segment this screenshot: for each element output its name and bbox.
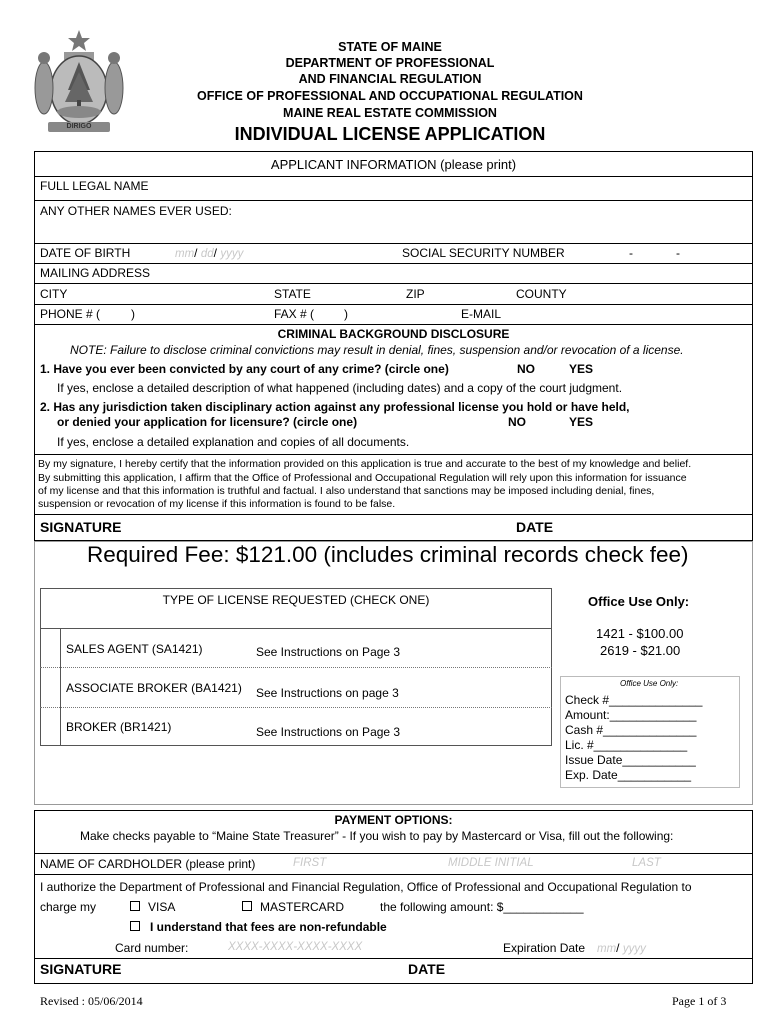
- payment-signature-field[interactable]: [140, 960, 400, 982]
- date-label: DATE: [516, 519, 554, 535]
- question-2-no[interactable]: NO: [508, 415, 526, 429]
- visa-label: VISA: [148, 900, 176, 914]
- required-fee: Required Fee: $121.00 (includes criminal records check fee): [87, 542, 689, 567]
- phone-label: PHONE # (: [40, 307, 101, 321]
- license-checkbox-sales-agent[interactable]: [41, 629, 60, 667]
- office-amount: Amount:_____________: [565, 708, 697, 722]
- office-fee-2619: 2619 - $21.00: [600, 643, 681, 658]
- header-department-2: AND FINANCIAL REGULATION: [298, 72, 482, 86]
- signature-field[interactable]: [140, 516, 500, 538]
- expiration-label: Expiration Date: [503, 941, 586, 955]
- header-department: DEPARTMENT OF PROFESSIONAL: [285, 56, 495, 70]
- license-associate-broker: ASSOCIATE BROKER (BA1421): [66, 681, 242, 695]
- question-2-line-2: or denied your application for licensure? (circle one): [57, 415, 358, 429]
- nonrefundable-checkbox[interactable]: [130, 921, 140, 931]
- dob-separator-2: /: [213, 246, 217, 260]
- exp-separator: /: [616, 941, 620, 955]
- page-title: INDIVIDUAL LICENSE APPLICATION: [234, 124, 546, 144]
- office-lic: Lic. #______________: [565, 738, 688, 752]
- cardholder-middle-placeholder[interactable]: MIDDLE INITIAL: [448, 857, 534, 869]
- license-sales-agent: SALES AGENT (SA1421): [66, 642, 203, 656]
- card-number-label: Card number:: [115, 941, 189, 955]
- ssn-dash-2: -: [676, 246, 680, 260]
- question-2-yes[interactable]: YES: [569, 415, 594, 429]
- payment-signature-label: SIGNATURE: [40, 961, 122, 977]
- charge-amount[interactable]: the following amount: $____________: [380, 900, 584, 914]
- exp-year-placeholder: yyyy: [622, 943, 646, 955]
- certify-line-4: suspension or revocation of my license if this information is found to be false.: [38, 498, 396, 510]
- visa-checkbox[interactable]: [130, 901, 140, 911]
- state-seal-icon: [30, 28, 128, 136]
- dob-field[interactable]: [175, 246, 243, 260]
- license-broker: BROKER (BR1421): [66, 720, 172, 734]
- criminal-heading: CRIMINAL BACKGROUND DISCLOSURE: [277, 327, 510, 341]
- ssn-field[interactable]: [590, 244, 750, 262]
- applicant-heading: APPLICANT INFORMATION (please print): [270, 157, 517, 172]
- certify-line-3: of my license and that this information is truthful and factual. I also understand that sanctions may be imposed including denial, fines,: [38, 485, 655, 497]
- license-broker-note: See Instructions on Page 3: [256, 725, 401, 739]
- exp-month-placeholder: mm: [597, 943, 617, 955]
- state-seal: [30, 28, 128, 136]
- cardholder-last-placeholder[interactable]: LAST: [632, 857, 661, 869]
- mastercard-label: MASTERCARD: [260, 900, 345, 914]
- question-2-detail: If yes, enclose a detailed explanation and copies of all documents.: [57, 435, 410, 449]
- office-cash: Cash #______________: [565, 723, 697, 737]
- dob-separator-1: /: [194, 246, 198, 260]
- page-number: Page 1 of 3: [672, 994, 727, 1008]
- card-number-placeholder[interactable]: XXXX-XXXX-XXXX-XXXX: [228, 941, 363, 953]
- office-use-heading: Office Use Only:: [588, 594, 690, 609]
- ssn-label: SOCIAL SECURITY NUMBER: [402, 246, 565, 260]
- license-checkbox-associate-broker[interactable]: [41, 668, 60, 706]
- office-use-small-heading: Office Use Only:: [620, 679, 679, 688]
- authorize-text: I authorize the Department of Professional and Financial Regulation, Office of Professional and Occupational Regulation to: [40, 880, 692, 894]
- mailing-address-field[interactable]: [160, 264, 750, 282]
- revised-date: Revised : 05/06/2014: [40, 994, 143, 1008]
- license-checkbox-broker[interactable]: [41, 708, 60, 745]
- expiration-field[interactable]: [597, 941, 646, 955]
- county-label: COUNTY: [516, 287, 567, 301]
- phone-paren-close: ): [131, 307, 135, 321]
- mastercard-checkbox[interactable]: [242, 901, 252, 911]
- office-issue-date: Issue Date___________: [565, 753, 696, 767]
- question-1-detail: If yes, enclose a detailed description of what happened (including dates) and a copy of the court judgment.: [57, 381, 623, 395]
- state-label: STATE: [274, 287, 311, 301]
- payment-date-label: DATE: [408, 961, 446, 977]
- email-field[interactable]: [510, 305, 750, 323]
- certify-line-2: By submitting this application, I affirm that the Office of Professional and Occupational Regulation will rely upon this information for issuance: [38, 472, 687, 484]
- criminal-note: NOTE: Failure to disclose criminal convictions may result in denial, fines, suspension and/or revocation of a license.: [70, 343, 684, 357]
- question-1: 1. Have you ever been convicted by any court of any crime? (circle one): [40, 362, 449, 376]
- dob-year-placeholder: yyyy: [220, 248, 244, 260]
- cardholder-label: NAME OF CARDHOLDER (please print): [40, 857, 256, 871]
- other-names-label: ANY OTHER NAMES EVER USED:: [40, 204, 232, 218]
- nonrefundable-label: I understand that fees are non-refundable: [150, 920, 387, 934]
- payment-heading: PAYMENT OPTIONS:: [334, 813, 453, 827]
- question-2-line-1: 2. Has any jurisdiction taken disciplinary action against any professional license you hold or have held,: [40, 400, 630, 414]
- other-names-field[interactable]: [40, 220, 750, 240]
- full-name-field[interactable]: [160, 177, 750, 199]
- office-check: Check #______________: [565, 693, 703, 707]
- header-commission: MAINE REAL ESTATE COMMISSION: [283, 106, 497, 120]
- zip-label: ZIP: [406, 287, 425, 301]
- fax-label: FAX # (: [274, 307, 315, 321]
- city-field[interactable]: [75, 284, 265, 302]
- email-label: E-MAIL: [461, 307, 502, 321]
- certify-line-1: By my signature, I hereby certify that the information provided on this application is true and accurate to the best of my knowledge and belief.: [38, 458, 692, 470]
- license-sales-agent-note: See Instructions on Page 3: [256, 645, 401, 659]
- license-associate-broker-note: See Instructions on page 3: [256, 686, 399, 700]
- fax-paren-close: ): [344, 307, 348, 321]
- mailing-address-label: MAILING ADDRESS: [40, 266, 151, 280]
- payment-instructions: Make checks payable to “Maine State Treasurer” - If you wish to pay by Mastercard or Visa, fill out the following:: [80, 829, 674, 843]
- seal-ribbon-text: DIRIGO: [66, 123, 92, 130]
- question-1-no[interactable]: NO: [517, 362, 535, 376]
- signature-label: SIGNATURE: [40, 519, 122, 535]
- ssn-dash-1: -: [629, 246, 633, 260]
- cardholder-first-placeholder[interactable]: FIRST: [293, 857, 327, 869]
- license-type-heading: TYPE OF LICENSE REQUESTED (CHECK ONE): [162, 593, 430, 607]
- office-fee-1421: 1421 - $100.00: [596, 626, 684, 641]
- header-office: OFFICE OF PROFESSIONAL AND OCCUPATIONAL REGULATION: [197, 89, 583, 103]
- charge-my-label: charge my: [40, 900, 97, 914]
- city-label: CITY: [40, 287, 68, 301]
- dob-month-placeholder: mm: [175, 248, 195, 260]
- dob-day-placeholder: dd: [200, 248, 214, 260]
- header-state: STATE OF MAINE: [338, 40, 442, 54]
- dob-label: DATE OF BIRTH: [40, 246, 131, 260]
- office-exp-date: Exp. Date___________: [565, 768, 692, 782]
- question-1-yes[interactable]: YES: [569, 362, 594, 376]
- full-name-label: FULL LEGAL NAME: [40, 179, 149, 193]
